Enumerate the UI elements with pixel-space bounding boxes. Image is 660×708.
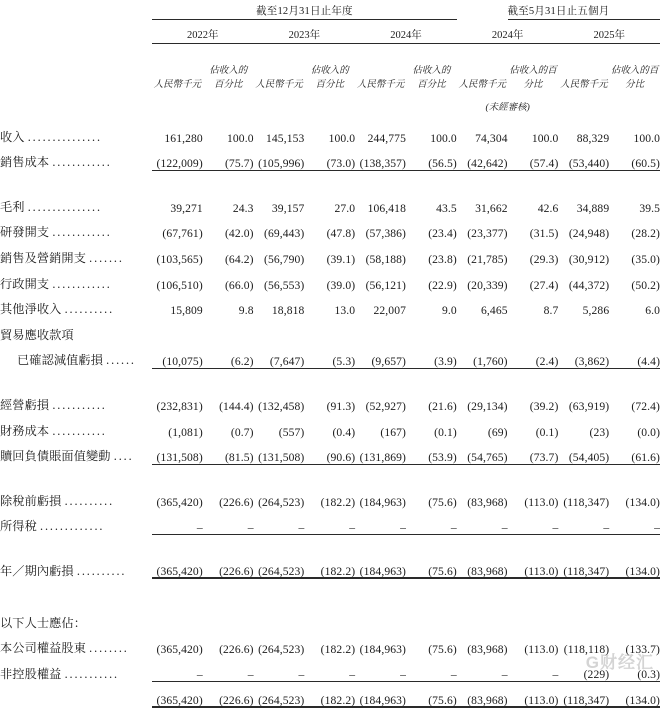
table-cell: – — [457, 656, 508, 682]
row-spacer — [0, 464, 660, 483]
table-cell: (118,347) — [558, 682, 609, 708]
row-spacer — [0, 368, 660, 387]
table-row — [0, 631, 660, 657]
table-cell: (3,862) — [558, 343, 609, 369]
table-cell: (226.6) — [203, 682, 254, 708]
table-row — [0, 605, 660, 631]
table-cell — [457, 605, 508, 631]
header-group-interim: 截至5月31日止五個月 — [507, 6, 610, 17]
leader-dots: ....... — [89, 250, 124, 265]
table-cell: 22,007 — [373, 304, 406, 318]
table-cell: (69) — [487, 425, 508, 439]
table-cell: (226.6) — [203, 553, 254, 579]
table-cell — [406, 605, 457, 631]
unit-rmb-2022: 人民幣千元 — [153, 80, 202, 91]
table-cell: (57,386) — [365, 227, 406, 241]
table-cell: (5.3) — [304, 343, 355, 369]
table-cell: 100.0 — [633, 131, 660, 145]
unit-rmb-2024: 人民幣千元 — [356, 80, 405, 91]
row-label-text: 除稅前虧損 — [0, 493, 62, 508]
row-label — [0, 656, 152, 682]
table-cell: – — [355, 656, 406, 682]
table-cell: 18,818 — [271, 304, 305, 318]
unaudited-note: (未經審核) — [485, 103, 530, 113]
table-cell: (122,009) — [152, 145, 203, 171]
table-cell: 6,465 — [481, 304, 508, 318]
row-label-text: 毛利 — [0, 199, 25, 214]
table-cell: (75.6) — [406, 553, 457, 579]
table-cell: (66.0) — [224, 278, 254, 292]
table-cell: (69,443) — [263, 227, 305, 241]
table-cell: (134.0) — [625, 495, 660, 509]
row-label — [0, 266, 152, 292]
table-cell: (83,968) — [457, 682, 508, 708]
table-cell: (63,919) — [568, 399, 610, 413]
table-cell: (118,347) — [563, 495, 610, 509]
table-row — [0, 119, 660, 145]
table-cell: (184,963) — [359, 643, 406, 657]
table-cell: (39.1) — [326, 252, 356, 266]
leader-dots: ............. — [40, 519, 105, 534]
table-cell: – — [254, 656, 305, 682]
table-cell: (90.6) — [304, 439, 355, 465]
table-cell: (53.9) — [406, 439, 457, 465]
table-cell: 15,809 — [170, 304, 203, 318]
table-cell: (226.6) — [219, 643, 254, 657]
table-cell: (60.5) — [609, 145, 660, 171]
row-label-text: 年／期內虧損 — [0, 563, 74, 578]
table-cell: 100.0 — [328, 131, 356, 145]
leader-dots: .......... — [76, 563, 127, 578]
table-header — [0, 0, 660, 119]
table-cell: (53,440) — [558, 145, 609, 171]
table-cell: (56.5) — [406, 145, 457, 171]
header-period-2025: 2025年 — [593, 30, 625, 41]
row-label-text: 貿易應收款項 — [0, 327, 74, 342]
table-cell: (131,869) — [355, 439, 406, 465]
table-row — [0, 553, 660, 579]
table-cell: (118,347) — [558, 553, 609, 579]
table-cell: (35.0) — [631, 252, 660, 266]
leader-dots: ........... — [52, 423, 107, 438]
row-label — [0, 439, 152, 465]
table-cell: (83,968) — [457, 553, 508, 579]
table-cell: (182.2) — [320, 495, 356, 509]
table-cell: (3.9) — [406, 343, 457, 369]
table-cell: (75.6) — [428, 495, 457, 509]
row-spacer — [0, 170, 660, 189]
table-row — [0, 483, 660, 509]
leader-dots: .......... — [64, 493, 115, 508]
table-cell: (2.4) — [508, 343, 559, 369]
table-cell: (29.3) — [529, 252, 559, 266]
table-cell: (1,760) — [457, 343, 508, 369]
table-cell: (28.2) — [631, 227, 660, 241]
table-cell: (73.7) — [508, 439, 559, 465]
table-cell: (75.6) — [406, 682, 457, 708]
table-cell: (23,377) — [467, 227, 508, 241]
table-cell: (167) — [380, 425, 406, 439]
table-cell — [558, 317, 609, 343]
table-cell: 100.0 — [531, 131, 559, 145]
row-label-text: 以下人士應佔： — [0, 615, 87, 630]
row-label — [0, 413, 152, 439]
row-label — [0, 189, 152, 215]
row-label — [0, 483, 152, 509]
table-cell: (75.6) — [428, 643, 457, 657]
leader-dots: ............ — [52, 276, 112, 291]
table-cell — [152, 605, 203, 631]
table-cell: (67,761) — [162, 227, 203, 241]
row-label-text: 經營虧損 — [0, 397, 50, 412]
table-row — [0, 317, 660, 343]
table-cell: (0.4) — [332, 425, 356, 439]
table-cell: (7,647) — [254, 343, 305, 369]
table-row — [0, 266, 660, 292]
leader-dots: ...... — [106, 353, 136, 368]
unit-rmb-2023: 人民幣千元 — [255, 80, 303, 91]
table-cell: 88,329 — [576, 131, 610, 145]
table-cell: (184,963) — [355, 682, 406, 708]
table-cell: (131,508) — [152, 439, 203, 465]
table-cell: 244,775 — [367, 131, 406, 145]
table-cell — [609, 317, 660, 343]
table-cell: 42.6 — [537, 201, 559, 215]
row-label-text: 銷售及營銷開支 — [0, 250, 87, 265]
table-cell: 13.0 — [334, 304, 356, 318]
row-label — [0, 631, 152, 657]
row-label — [0, 605, 152, 631]
table-cell: (4.4) — [609, 343, 660, 369]
table-cell: 161,280 — [164, 131, 203, 145]
row-spacer — [0, 534, 660, 553]
table-cell: 24.3 — [232, 201, 254, 215]
table-cell: (133.7) — [625, 643, 660, 657]
header-year-2023: 2023年 — [288, 30, 321, 41]
table-cell: – — [558, 509, 609, 535]
table-cell: (131,508) — [254, 439, 305, 465]
table-cell: (72.4) — [631, 399, 660, 413]
table-cell: 100.0 — [227, 131, 254, 145]
table-cell — [609, 605, 660, 631]
table-cell: – — [508, 656, 559, 682]
table-cell: – — [152, 509, 203, 535]
row-label — [0, 553, 152, 579]
table-cell: – — [406, 656, 457, 682]
table-cell — [203, 317, 254, 343]
table-cell: (0.1) — [535, 425, 559, 439]
table-cell: 39.5 — [639, 201, 660, 215]
row-label-text: 收入 — [0, 129, 25, 144]
row-label — [0, 343, 152, 369]
table-row — [0, 215, 660, 241]
table-cell: (138,357) — [355, 145, 406, 171]
table-cell: (365,420) — [156, 495, 203, 509]
table-cell: (42.0) — [224, 227, 254, 241]
header-group-annual: 截至12月31日止年度 — [256, 6, 353, 17]
leader-dots: ........... — [64, 666, 120, 681]
row-label-text: 銷售成本 — [0, 155, 50, 170]
table-cell: (57.4) — [508, 145, 559, 171]
table-cell: (118,118) — [563, 643, 610, 657]
leader-dots: ............... — [27, 199, 102, 214]
table-cell: 6.0 — [645, 304, 660, 318]
leader-dots: ............ — [52, 225, 112, 240]
table-cell: (47.8) — [326, 227, 356, 241]
table-row — [0, 656, 660, 682]
table-row — [0, 439, 660, 465]
table-cell: (0.7) — [230, 425, 254, 439]
table-cell: (29,134) — [467, 399, 508, 413]
table-cell: – — [203, 509, 254, 535]
table-cell: 5,286 — [582, 304, 610, 318]
table-cell: – — [609, 509, 660, 535]
unit-rmb-p2024: 人民幣千元 — [458, 80, 506, 91]
table-row — [0, 413, 660, 439]
table-cell: – — [406, 509, 457, 535]
row-label — [0, 240, 152, 266]
table-cell — [508, 605, 559, 631]
table-cell: 9.0 — [442, 304, 457, 318]
table-cell: (0.0) — [637, 425, 660, 439]
table-cell: (365,420) — [156, 643, 203, 657]
table-cell: (229) — [558, 656, 609, 682]
row-label-text: 非控股權益 — [0, 666, 62, 681]
table-cell: (27.4) — [529, 278, 559, 292]
table-cell: – — [152, 656, 203, 682]
row-label — [0, 509, 152, 535]
unit-pct-2023: 佔收入的 百分比 — [310, 66, 349, 91]
unit-pct-2024: 佔收入的 百分比 — [412, 66, 451, 91]
table-cell: – — [254, 509, 305, 535]
watermark: G财经汇 — [585, 653, 654, 672]
table-cell: (83,968) — [467, 643, 508, 657]
table-cell — [406, 317, 457, 343]
row-label — [0, 682, 152, 708]
table-cell: 8.7 — [543, 304, 559, 318]
row-label — [0, 215, 152, 241]
table-cell: (44,372) — [568, 278, 610, 292]
leader-dots: ............... — [27, 129, 102, 144]
leader-dots: ............ — [52, 155, 112, 170]
table-cell: (56,121) — [365, 278, 406, 292]
table-cell: (264,523) — [254, 682, 305, 708]
table-cell: 100.0 — [430, 131, 457, 145]
table-cell: (39.0) — [326, 278, 356, 292]
table-cell: (42,642) — [457, 145, 508, 171]
table-cell: (73.0) — [304, 145, 355, 171]
row-label-text: 研發開支 — [0, 225, 50, 240]
table-cell: (23.4) — [428, 227, 457, 241]
table-cell — [203, 605, 254, 631]
table-cell: 31,662 — [475, 201, 508, 215]
table-cell: (226.6) — [219, 495, 254, 509]
row-label — [0, 145, 152, 171]
table-cell — [355, 605, 406, 631]
header-year-2024: 2024年 — [390, 30, 422, 41]
table-row — [0, 682, 660, 708]
table-cell: (58,188) — [365, 252, 406, 266]
table-cell: 9.8 — [238, 304, 254, 318]
table-row — [0, 240, 660, 266]
table-cell: (20,339) — [467, 278, 508, 292]
leader-dots: ........ — [89, 641, 129, 656]
row-label-text: 已確認減值虧損 — [17, 353, 104, 368]
table-cell: (365,420) — [152, 682, 203, 708]
table-cell: (56,790) — [263, 252, 305, 266]
row-label-text: 其他淨收入 — [0, 302, 62, 317]
table-cell: (1,081) — [168, 425, 203, 439]
table-cell: 34,889 — [576, 201, 610, 215]
table-cell: (557) — [278, 425, 305, 439]
table-row — [0, 343, 660, 369]
table-cell: (182.2) — [304, 553, 355, 579]
table-cell: (23.8) — [428, 252, 457, 266]
row-label — [0, 119, 152, 145]
table-cell: (64.2) — [224, 252, 254, 266]
leader-dots: ........... — [52, 397, 107, 412]
unit-pct-p2025: 佔收入的百 分比 — [610, 66, 659, 91]
table-cell: (54,405) — [558, 439, 609, 465]
row-label — [0, 317, 152, 343]
table-row — [0, 145, 660, 171]
table-cell: (31.5) — [529, 227, 559, 241]
table-cell — [304, 605, 355, 631]
table-cell: (113.0) — [508, 553, 559, 579]
row-label-text: 行政開支 — [0, 276, 50, 291]
table-cell: (54,765) — [457, 439, 508, 465]
table-cell — [254, 605, 305, 631]
table-cell: (61.6) — [609, 439, 660, 465]
table-cell: (105,996) — [254, 145, 305, 171]
header-period-2024: 2024年 — [491, 30, 524, 41]
table-cell: (144.4) — [219, 399, 254, 413]
table-cell: (264,523) — [254, 553, 305, 579]
table-cell: (10,075) — [152, 343, 203, 369]
table-cell: (83,968) — [467, 495, 508, 509]
table-cell: (134.0) — [609, 682, 660, 708]
table-cell: (0.1) — [434, 425, 457, 439]
table-cell: (182.2) — [320, 643, 356, 657]
table-cell: 27.0 — [334, 201, 356, 215]
table-cell: (56,553) — [263, 278, 305, 292]
table-row — [0, 292, 660, 318]
table-cell: (91.3) — [326, 399, 356, 413]
table-cell: – — [508, 509, 559, 535]
table-row — [0, 189, 660, 215]
unit-rmb-p2025: 人民幣千元 — [560, 80, 608, 91]
table-cell: (52,927) — [365, 399, 406, 413]
table-cell: (75.7) — [203, 145, 254, 171]
table-cell: – — [457, 509, 508, 535]
header-year-2022: 2022年 — [187, 30, 219, 41]
table-cell: 39,271 — [170, 201, 203, 215]
row-label-text: 贖回負債賬面值變動 — [0, 449, 111, 464]
table-cell: (21.6) — [428, 399, 457, 413]
table-cell: (184,963) — [355, 553, 406, 579]
table-cell: (9,657) — [355, 343, 406, 369]
table-cell: (264,523) — [258, 643, 305, 657]
row-label-text: 所得稅 — [0, 519, 37, 534]
table-row — [0, 509, 660, 535]
table-cell: (232,831) — [156, 399, 203, 413]
table-cell: (113.0) — [524, 495, 559, 509]
table-body — [0, 119, 660, 707]
table-cell — [254, 317, 305, 343]
leader-dots: .... — [113, 449, 134, 464]
table-cell: – — [203, 656, 254, 682]
table-cell: 106,418 — [367, 201, 406, 215]
table-cell: (6.2) — [203, 343, 254, 369]
table-cell: 39,157 — [271, 201, 305, 215]
table-cell: 43.5 — [436, 201, 457, 215]
table-cell — [355, 317, 406, 343]
table-cell: (182.2) — [304, 682, 355, 708]
table-cell — [508, 317, 559, 343]
table-cell: (0.3) — [609, 656, 660, 682]
table-cell — [304, 317, 355, 343]
table-cell — [152, 317, 203, 343]
table-cell: (22.9) — [428, 278, 457, 292]
row-label-text: 本公司權益股東 — [0, 641, 87, 656]
table-cell: (184,963) — [359, 495, 406, 509]
table-cell: (365,420) — [152, 553, 203, 579]
table-cell: – — [304, 509, 355, 535]
table-cell: (21,785) — [467, 252, 508, 266]
table-cell: (113.0) — [508, 682, 559, 708]
table-cell: (264,523) — [258, 495, 305, 509]
table-cell: (23) — [589, 425, 610, 439]
table-cell: (30,912) — [568, 252, 610, 266]
table-cell: (134.0) — [609, 553, 660, 579]
table-cell: (39.2) — [529, 399, 559, 413]
unit-pct-p2024: 佔收入的百 分比 — [509, 66, 557, 91]
table-row — [0, 387, 660, 413]
row-label — [0, 292, 152, 318]
table-cell: (106,510) — [156, 278, 203, 292]
table-cell: – — [355, 509, 406, 535]
unit-pct-2022: 佔收入的 百分比 — [209, 66, 248, 91]
row-label-text: 財務成本 — [0, 423, 50, 438]
table-cell: (113.0) — [524, 643, 559, 657]
table-cell: (81.5) — [203, 439, 254, 465]
table-cell: 74,304 — [475, 131, 508, 145]
table-cell: – — [304, 656, 355, 682]
table-cell: (132,458) — [258, 399, 305, 413]
table-cell: (50.2) — [631, 278, 660, 292]
table-cell — [457, 317, 508, 343]
row-spacer — [0, 579, 660, 605]
table-cell: (103,565) — [156, 252, 203, 266]
leader-dots: .......... — [64, 302, 115, 317]
table-cell: (24,948) — [568, 227, 610, 241]
row-label — [0, 387, 152, 413]
table-cell: 145,153 — [266, 131, 305, 145]
table-cell — [558, 605, 609, 631]
